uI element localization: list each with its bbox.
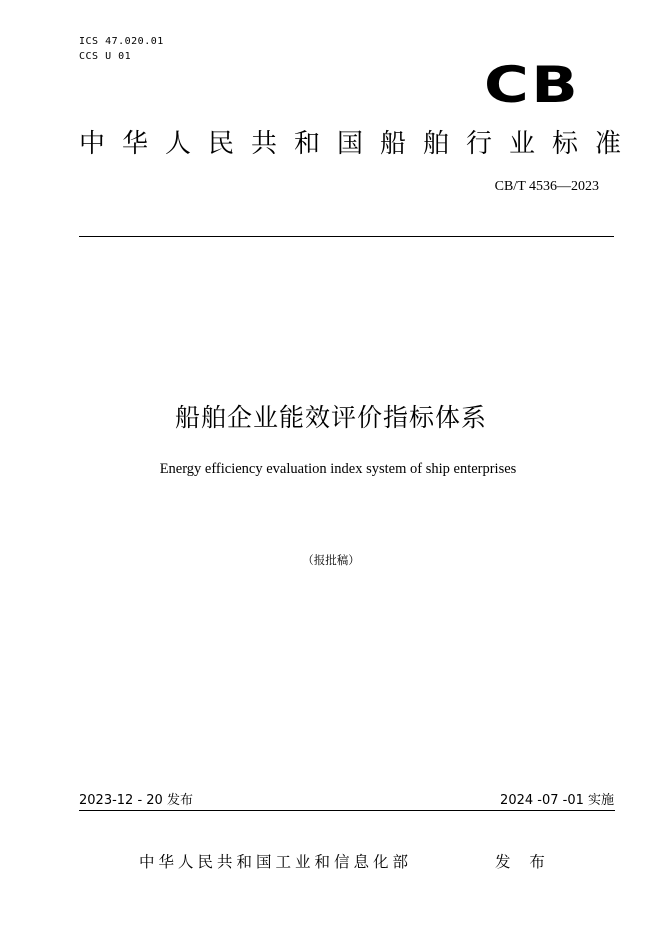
header-divider bbox=[79, 236, 614, 237]
cb-logo: CB bbox=[484, 56, 581, 114]
standard-code: CB/T 4536—2023 bbox=[494, 179, 599, 194]
footer-divider bbox=[79, 810, 615, 811]
ccs-code: CCS U 01 bbox=[79, 51, 132, 62]
document-title-chinese: 船舶企业能效评价指标体系 bbox=[174, 403, 487, 432]
issue-date: 2023-12 - 20 发布 bbox=[79, 793, 193, 808]
publish-label: 发 布 bbox=[495, 853, 552, 871]
document-title-english: Energy efficiency evaluation index system of ship enterprises bbox=[159, 461, 517, 477]
draft-status: （报批稿） bbox=[302, 553, 360, 567]
ics-code: ICS 47.020.01 bbox=[79, 36, 164, 47]
standard-category-name: 中华人民共和国船舶行业标准 bbox=[79, 129, 639, 159]
issuing-authority: 中华人民共和国工业和信息化部 bbox=[139, 853, 413, 871]
classification-codes bbox=[79, 34, 164, 64]
implementation-date: 2024 -07 -01 实施 bbox=[500, 793, 614, 808]
